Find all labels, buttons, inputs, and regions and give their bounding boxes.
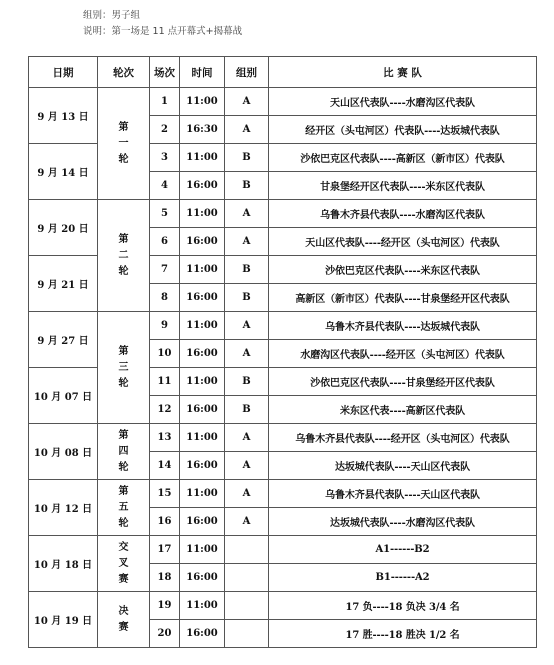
date-cell: 10 月 18 日 (29, 536, 98, 592)
game-no: 10 (150, 340, 180, 368)
game-group (225, 592, 269, 620)
game-match: 高新区（新市区）代表队----甘泉堡经开区代表队 (269, 284, 537, 312)
game-no: 16 (150, 508, 180, 536)
game-match: 17 负----18 负决 3/4 名 (269, 592, 537, 620)
round-cell: 第 二 轮 (98, 200, 150, 312)
game-time: 11:00 (180, 536, 225, 564)
date-cell: 10 月 19 日 (29, 592, 98, 648)
game-no: 5 (150, 200, 180, 228)
game-match: 沙依巴克区代表队----高新区（新市区）代表队 (269, 144, 537, 172)
game-time: 16:00 (180, 228, 225, 256)
table-row (29, 592, 537, 620)
date-cell: 9 月 13 日 (29, 88, 98, 144)
game-no: 13 (150, 424, 180, 452)
game-match: A1------B2 (269, 536, 537, 564)
game-no: 11 (150, 368, 180, 396)
game-time: 16:00 (180, 284, 225, 312)
game-time: 11:00 (180, 144, 225, 172)
game-group: B (225, 256, 269, 284)
game-no: 8 (150, 284, 180, 312)
game-time: 11:00 (180, 88, 225, 116)
game-group (225, 564, 269, 592)
table-row (29, 200, 537, 228)
header-date: 日期 (29, 57, 98, 88)
game-no: 20 (150, 620, 180, 648)
game-no: 1 (150, 88, 180, 116)
group-label: 组别：男子组 (83, 10, 141, 21)
game-match: B1------A2 (269, 564, 537, 592)
game-group: A (225, 88, 269, 116)
round-cell: 交 叉 赛 (98, 536, 150, 592)
game-time: 16:00 (180, 396, 225, 424)
round-cell: 第 四 轮 (98, 424, 150, 480)
date-cell: 10 月 12 日 (29, 480, 98, 536)
date-cell: 10 月 08 日 (29, 424, 98, 480)
game-match: 经开区（头屯河区）代表队----达坂城代表队 (269, 116, 537, 144)
game-time: 16:30 (180, 116, 225, 144)
game-group: A (225, 340, 269, 368)
game-no: 15 (150, 480, 180, 508)
game-group: A (225, 200, 269, 228)
game-match: 甘泉堡经开区代表队----米东区代表队 (269, 172, 537, 200)
game-no: 17 (150, 536, 180, 564)
game-no: 9 (150, 312, 180, 340)
game-group: A (225, 480, 269, 508)
game-match: 达坂城代表队----水磨沟区代表队 (269, 508, 537, 536)
date-cell: 9 月 20 日 (29, 200, 98, 256)
round-cell: 第 一 轮 (98, 88, 150, 200)
game-no: 14 (150, 452, 180, 480)
header-time: 时间 (180, 57, 225, 88)
game-group: B (225, 368, 269, 396)
table-row (29, 424, 537, 452)
date-cell: 9 月 14 日 (29, 144, 98, 200)
game-time: 16:00 (180, 340, 225, 368)
game-no: 4 (150, 172, 180, 200)
game-match: 水磨沟区代表队----经开区（头屯河区）代表队 (269, 340, 537, 368)
game-group (225, 536, 269, 564)
game-no: 12 (150, 396, 180, 424)
round-cell: 第 五 轮 (98, 480, 150, 536)
date-cell: 9 月 27 日 (29, 312, 98, 368)
table-row (29, 480, 537, 508)
game-match: 达坂城代表队----天山区代表队 (269, 452, 537, 480)
game-match: 乌鲁木齐县代表队----达坂城代表队 (269, 312, 537, 340)
header-row (29, 57, 537, 88)
game-group: A (225, 452, 269, 480)
game-time: 11:00 (180, 592, 225, 620)
game-time: 16:00 (180, 508, 225, 536)
schedule-table (28, 56, 537, 648)
header-round: 轮次 (98, 57, 150, 88)
game-no: 18 (150, 564, 180, 592)
game-time: 11:00 (180, 256, 225, 284)
game-match: 乌鲁木齐县代表队----水磨沟区代表队 (269, 200, 537, 228)
header-group: 组别 (225, 57, 269, 88)
game-time: 11:00 (180, 200, 225, 228)
header-game-no: 场次 (150, 57, 180, 88)
table-row (29, 312, 537, 340)
game-match: 米东区代表----高新区代表队 (269, 396, 537, 424)
round-cell: 决 赛 (98, 592, 150, 648)
table-row (29, 536, 537, 564)
game-no: 6 (150, 228, 180, 256)
game-group: A (225, 312, 269, 340)
game-group: B (225, 396, 269, 424)
game-match: 乌鲁木齐县代表队----经开区（头屯河区）代表队 (269, 424, 537, 452)
date-cell: 9 月 21 日 (29, 256, 98, 312)
game-match: 天山区代表队----水磨沟区代表队 (269, 88, 537, 116)
game-match: 17 胜----18 胜决 1/2 名 (269, 620, 537, 648)
game-time: 11:00 (180, 368, 225, 396)
game-no: 2 (150, 116, 180, 144)
game-match: 沙依巴克区代表队----米东区代表队 (269, 256, 537, 284)
game-time: 11:00 (180, 312, 225, 340)
game-time: 16:00 (180, 452, 225, 480)
game-time: 16:00 (180, 564, 225, 592)
game-time: 11:00 (180, 424, 225, 452)
game-match: 乌鲁木齐县代表队----天山区代表队 (269, 480, 537, 508)
game-no: 3 (150, 144, 180, 172)
round-cell: 第 三 轮 (98, 312, 150, 424)
header-teams: 比 赛 队 (269, 57, 537, 88)
note-label: 说明：第一场是 11 点开幕式+揭幕战 (83, 26, 243, 37)
game-time: 16:00 (180, 620, 225, 648)
game-group: B (225, 172, 269, 200)
table-row (29, 88, 537, 116)
game-group: B (225, 284, 269, 312)
game-no: 7 (150, 256, 180, 284)
game-time: 16:00 (180, 172, 225, 200)
game-group: A (225, 424, 269, 452)
game-match: 沙依巴克区代表队----甘泉堡经开区代表队 (269, 368, 537, 396)
game-group: A (225, 508, 269, 536)
game-time: 11:00 (180, 480, 225, 508)
game-group: B (225, 144, 269, 172)
game-match: 天山区代表队----经开区（头屯河区）代表队 (269, 228, 537, 256)
game-group: A (225, 228, 269, 256)
game-group (225, 620, 269, 648)
date-cell: 10 月 07 日 (29, 368, 98, 424)
game-group: A (225, 116, 269, 144)
game-no: 19 (150, 592, 180, 620)
